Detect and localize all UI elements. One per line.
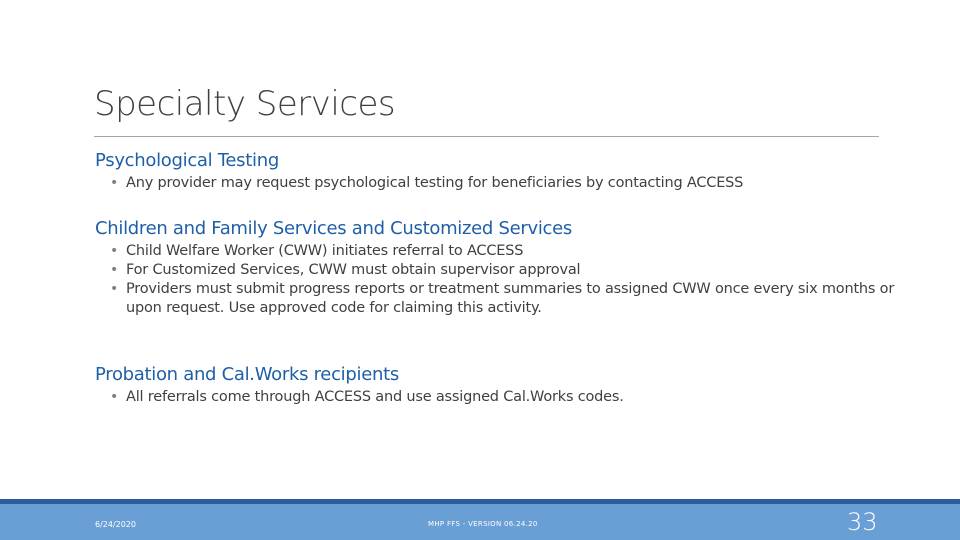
bullet-list <box>95 242 895 318</box>
bullet-item <box>108 261 895 280</box>
bullet-list <box>95 388 895 407</box>
slide-title: Specialty Services <box>94 84 396 124</box>
bullet-icon: • <box>110 389 119 405</box>
section-heading: Children and Family Services and Customized Services <box>95 218 572 239</box>
page-number: 33 <box>847 508 878 536</box>
bullet-text: All referrals come through ACCESS and use assigned Cal.Works codes. <box>126 389 624 405</box>
bullet-icon: • <box>110 262 119 278</box>
bullet-list <box>95 174 895 193</box>
bullet-item <box>108 242 895 261</box>
bullet-item <box>108 388 895 407</box>
bullet-item <box>108 280 895 318</box>
bullet-item <box>108 174 895 193</box>
section-heading: Psychological Testing <box>95 150 279 171</box>
bullet-text: Any provider may request psychological testing for beneficiaries by contacting ACCESS <box>126 175 744 191</box>
bullet-icon: • <box>110 243 119 259</box>
section-heading: Probation and Cal.Works recipients <box>95 364 399 385</box>
bullet-text: Providers must submit progress reports or treatment summaries to assigned CWW once every six months or upon request. Use approved code for claiming this activity. <box>126 281 895 316</box>
section-psychological-testing <box>95 148 895 216</box>
section-probation-calworks <box>95 362 895 422</box>
title-divider <box>94 136 879 137</box>
bullet-icon: • <box>110 281 119 297</box>
bullet-icon: • <box>110 175 119 191</box>
footer-version: MHP FFS - VERSION 06.24.20 <box>428 520 538 528</box>
section-children-family-services <box>95 216 895 362</box>
slide-content <box>95 148 895 422</box>
bullet-text: For Customized Services, CWW must obtain supervisor approval <box>126 262 581 278</box>
bullet-text: Child Welfare Worker (CWW) initiates referral to ACCESS <box>126 243 524 259</box>
footer-date: 6/24/2020 <box>95 520 137 529</box>
